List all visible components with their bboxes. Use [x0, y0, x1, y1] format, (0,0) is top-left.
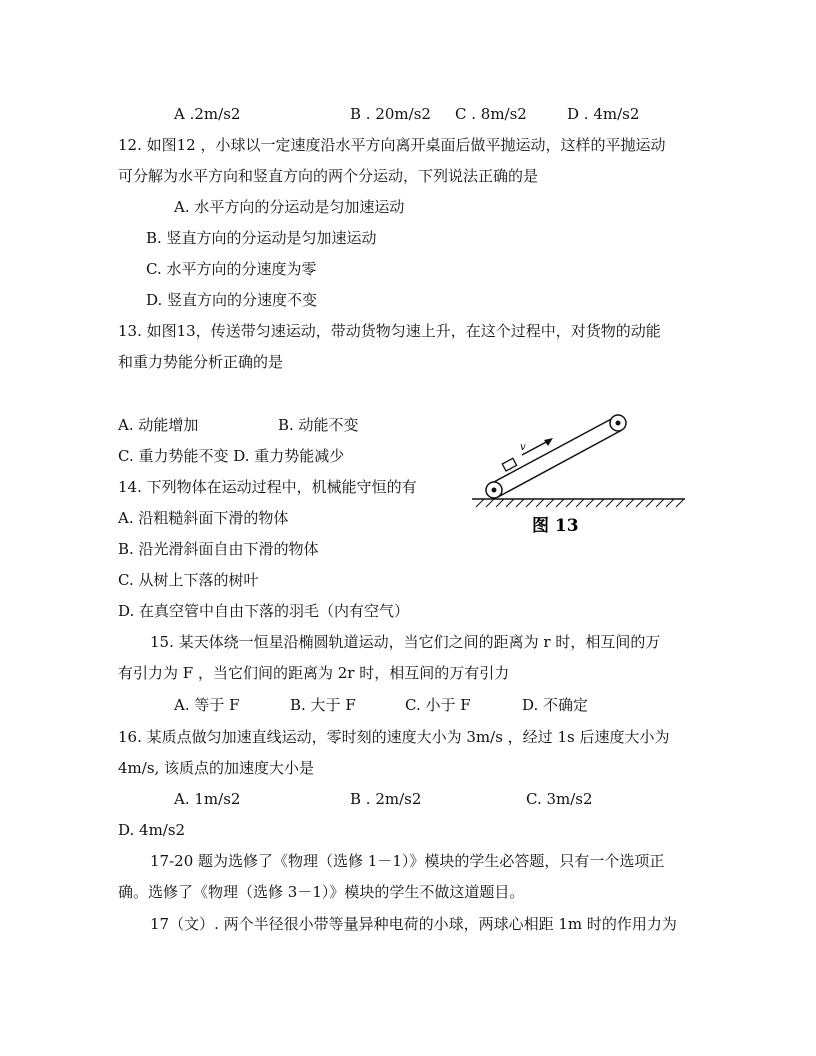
q12-option-b: B. 竖直方向的分运动是匀加速运动: [146, 229, 377, 247]
velocity-label: v: [520, 442, 526, 453]
q15-stem-line1: 15. 某天体绕一恒星沿椭圆轨道运动，当它们之间的距离为 r 时，相互间的万: [150, 633, 661, 651]
section-note-line1: 17-20 题为选修了《物理（选修 1－1）》模块的学生必答题，只有一个选项正: [150, 852, 665, 870]
q11-option-d: D . 4m/s2: [567, 105, 640, 123]
q17-stem-line1: 17（文）. 两个半径很小带等量异种电荷的小球，两球心相距 1m 时的作用力为: [150, 915, 677, 933]
q14-option-d: D. 在真空管中自由下落的羽毛（内有空气）: [118, 602, 410, 620]
upper-pulley-axle: [616, 421, 621, 426]
q13-option-a: A. 动能增加: [118, 416, 199, 434]
q15-option-d: D. 不确定: [522, 696, 589, 714]
belt-bottom: [498, 430, 622, 497]
q13-stem-line1: 13. 如图13，传送带匀速运动，带动货物匀速上升，在这个过程中，对货物的动能: [118, 322, 661, 340]
q11-option-b: B . 20m/s2: [350, 105, 431, 123]
q16-option-a: A. 1m/s2: [174, 790, 241, 808]
q16-option-c: C. 3m/s2: [526, 790, 593, 808]
cargo-block: [502, 458, 516, 471]
q12-stem-line2: 可分解为水平方向和竖直方向的两个分运动，下列说法正确的是: [118, 167, 539, 185]
q15-option-b: B. 大于 F: [290, 696, 356, 714]
figure-caption: 图 13: [532, 516, 579, 536]
q16-stem-line1: 16. 某质点做匀加速直线运动，零时刻的速度大小为 3m/s ，经过 1s 后速度大小为: [118, 728, 670, 746]
q12-stem-line1: 12. 如图12 ，小球以一定速度沿水平方向离开桌面后做平抛运动，这样的平抛运动: [118, 136, 666, 154]
q11-option-a: A .2m/s2: [174, 105, 241, 123]
q11-option-c: C . 8m/s2: [455, 105, 527, 123]
q12-option-d: D. 竖直方向的分速度不变: [146, 291, 318, 309]
q14-option-b: B. 沿光滑斜面自由下滑的物体: [118, 540, 319, 558]
q12-option-a: A. 水平方向的分运动是匀加速运动: [174, 198, 405, 216]
lower-pulley-axle: [492, 488, 497, 493]
q14-option-a: A. 沿粗糙斜面下滑的物体: [118, 509, 289, 527]
belt-top: [492, 417, 615, 483]
q13-stem-line2: 和重力势能分析正确的是: [118, 353, 284, 371]
q16-option-b: B . 2m/s2: [350, 790, 422, 808]
q15-option-c: C. 小于 F: [405, 696, 471, 714]
q12-option-c: C. 水平方向的分速度为零: [146, 260, 317, 278]
q13-option-cd: C. 重力势能不变 D. 重力势能减少: [118, 447, 345, 465]
q13-option-b: B. 动能不变: [278, 416, 359, 434]
q16-option-d: D. 4m/s2: [118, 821, 186, 839]
q15-option-a: A. 等于 F: [174, 696, 240, 714]
figure-13-conveyor-diagram: [470, 405, 695, 540]
section-note-line2: 确。选修了《物理（选修 3－1）》模块的学生不做这道题目。: [118, 883, 525, 901]
q14-option-c: C. 从树上下落的树叶: [118, 571, 259, 589]
q15-stem-line2: 有引力为 F ，当它们间的距离为 2r 时，相互间的万有引力: [118, 664, 510, 682]
q16-stem-line2: 4m/s, 该质点的加速度大小是: [118, 759, 315, 777]
velocity-arrowhead: [544, 438, 553, 446]
ground-hatching: [476, 499, 684, 507]
q14-stem: 14. 下列物体在运动过程中，机械能守恒的有: [118, 478, 417, 496]
